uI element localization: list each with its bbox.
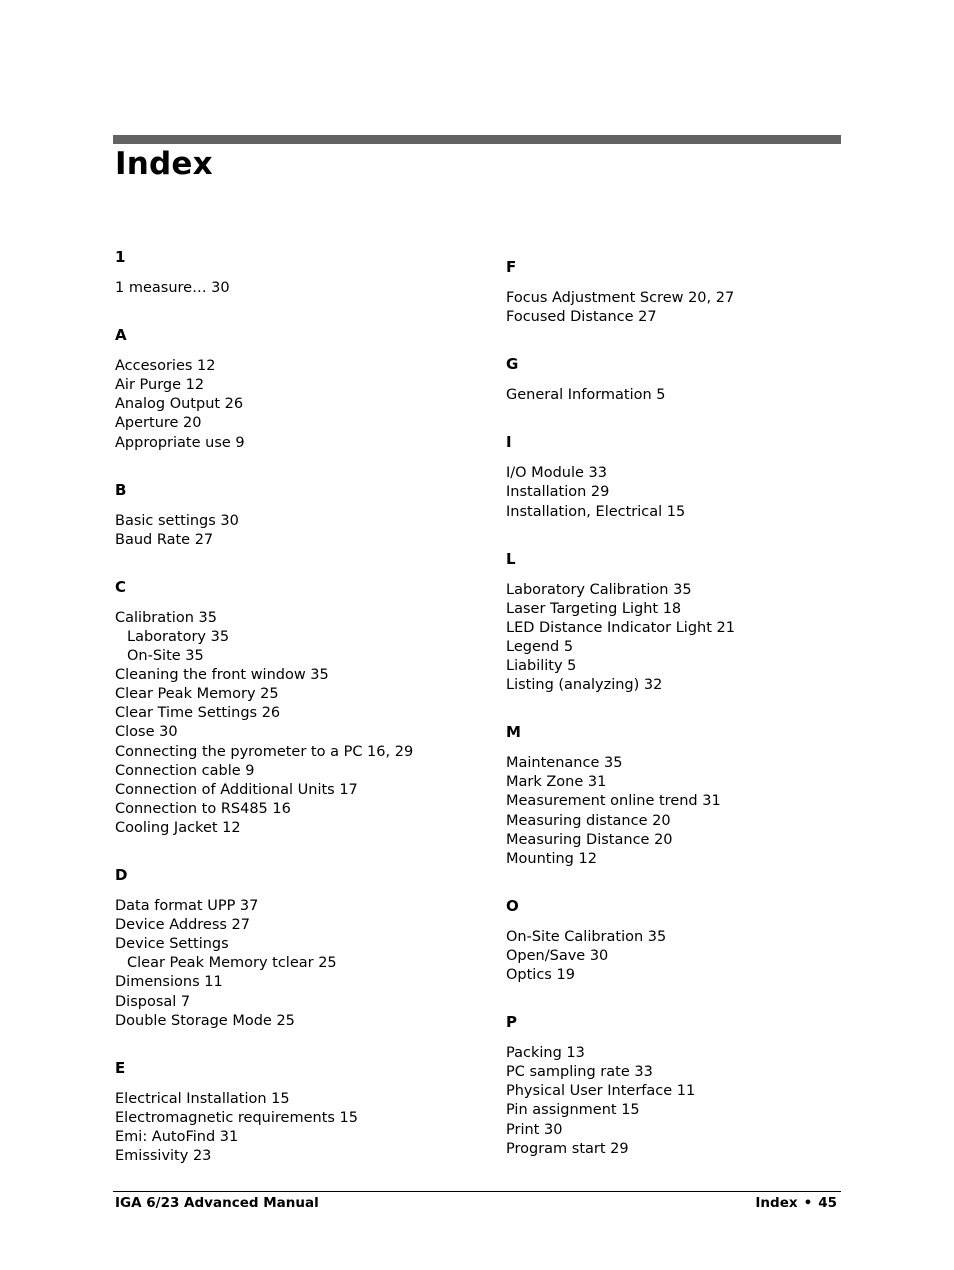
index-entry: Clear Time Settings 26 <box>115 705 281 722</box>
index-entry: Optics 19 <box>506 967 575 983</box>
index-letter-heading: B <box>115 480 127 499</box>
footer-page-number: 45 <box>818 1195 837 1211</box>
index-entry: Accesories 12 <box>115 358 216 375</box>
page-title: Index <box>115 146 213 182</box>
index-entry: Connection cable 9 <box>115 762 255 779</box>
index-subentry: Laboratory 35 <box>127 628 230 645</box>
index-entry: Installation 29 <box>506 484 610 501</box>
index-entry: Open/Save 30 <box>506 947 609 964</box>
index-entry: Cooling Jacket 12 <box>115 819 241 836</box>
index-subentry: On-Site 35 <box>127 648 204 664</box>
index-entry: Analog Output 26 <box>115 396 244 413</box>
index-entry: Laboratory Calibration 35 <box>506 581 692 598</box>
index-entry: Emissivity 23 <box>115 1148 212 1164</box>
index-entry: On-Site Calibration 35 <box>506 928 667 945</box>
footer-bullet: • <box>803 1195 813 1211</box>
index-entry: Device Address 27 <box>115 917 251 934</box>
index-entry: Connection to RS485 16 <box>115 800 291 817</box>
index-entry: Connection of Additional Units 17 <box>115 781 358 798</box>
index-entry: Calibration 35 <box>115 609 217 626</box>
index-entry: Air Purge 12 <box>115 377 205 394</box>
index-entry: LED Distance Indicator Light 21 <box>506 619 735 636</box>
footer-page-info <box>755 1195 837 1211</box>
index-entry: Aperture 20 <box>115 415 202 432</box>
index-subentry: Clear Peak Memory tclear 25 <box>127 955 337 972</box>
index-entry: Print 30 <box>506 1121 563 1138</box>
index-entry: Connecting the pyrometer to a PC 16, 29 <box>115 743 414 760</box>
index-letter-heading: E <box>115 1058 126 1077</box>
index-entry: Electrical Installation 15 <box>115 1090 290 1107</box>
index-entry: Clear Peak Memory 25 <box>115 686 279 703</box>
index-entry: Emi: AutoFind 31 <box>115 1128 239 1145</box>
index-entry: Dimensions 11 <box>115 974 223 991</box>
index-entry: Legend 5 <box>506 638 574 655</box>
index-entry: I/O Module 33 <box>506 465 607 482</box>
index-entry: Device Settings <box>115 936 229 953</box>
index-entry: Cleaning the front window 35 <box>115 667 329 684</box>
index-entry: Mark Zone 31 <box>506 774 607 791</box>
index-entry: Disposal 7 <box>115 993 191 1010</box>
index-entry: Focus Adjustment Screw 20, 27 <box>506 290 735 306</box>
index-letter-heading: P <box>506 1013 517 1032</box>
index-letter-heading: C <box>115 577 127 596</box>
index-entry: Program start 29 <box>506 1140 629 1157</box>
index-entry: Basic settings 30 <box>115 512 239 529</box>
index-entry: Maintenance 35 <box>506 755 623 772</box>
footer-manual-title: IGA 6/23 Advanced Manual <box>115 1195 319 1211</box>
index-entry: Packing 13 <box>506 1045 585 1062</box>
index-entry: Appropriate use 9 <box>115 434 245 451</box>
index-entry: Liability 5 <box>506 658 577 674</box>
index-entry: Double Storage Mode 25 <box>115 1012 295 1029</box>
index-entry: Laser Targeting Light 18 <box>506 600 682 617</box>
index-letter-heading: 1 <box>115 248 126 266</box>
index-entry: Installation, Electrical 15 <box>506 503 686 520</box>
index-entry: Electromagnetic requirements 15 <box>115 1109 358 1126</box>
index-entry: General Information 5 <box>506 387 666 404</box>
index-letter-heading: I <box>506 433 512 452</box>
index-entry: Data format UPP 37 <box>115 898 259 914</box>
index-entry: Measurement online trend 31 <box>506 793 721 810</box>
index-letter-heading: A <box>115 326 127 345</box>
index-letter-heading: M <box>506 723 521 742</box>
index-entry: Mounting 12 <box>506 850 597 867</box>
index-entry: Physical User Interface 11 <box>506 1083 696 1100</box>
index-entry: Close 30 <box>115 724 178 741</box>
title-rule <box>113 135 841 144</box>
index-letter-heading: F <box>506 258 517 276</box>
index-letter-heading: D <box>115 866 128 884</box>
index-letter-heading: L <box>506 549 516 568</box>
index-entry: Pin assignment 15 <box>506 1102 640 1119</box>
footer-rule <box>113 1191 841 1192</box>
index-letter-heading: O <box>506 896 519 915</box>
index-letter-heading: G <box>506 355 519 374</box>
index-entry: Focused Distance 27 <box>506 309 657 326</box>
footer-section: Index <box>755 1195 798 1211</box>
index-entry: 1 measure… 30 <box>115 280 230 296</box>
index-entry: Measuring Distance 20 <box>506 831 673 848</box>
index-entry: Listing (analyzing) 32 <box>506 677 663 694</box>
index-entry: Baud Rate 27 <box>115 531 214 548</box>
index-entry: Measuring distance 20 <box>506 812 671 829</box>
index-entry: PC sampling rate 33 <box>506 1064 653 1081</box>
